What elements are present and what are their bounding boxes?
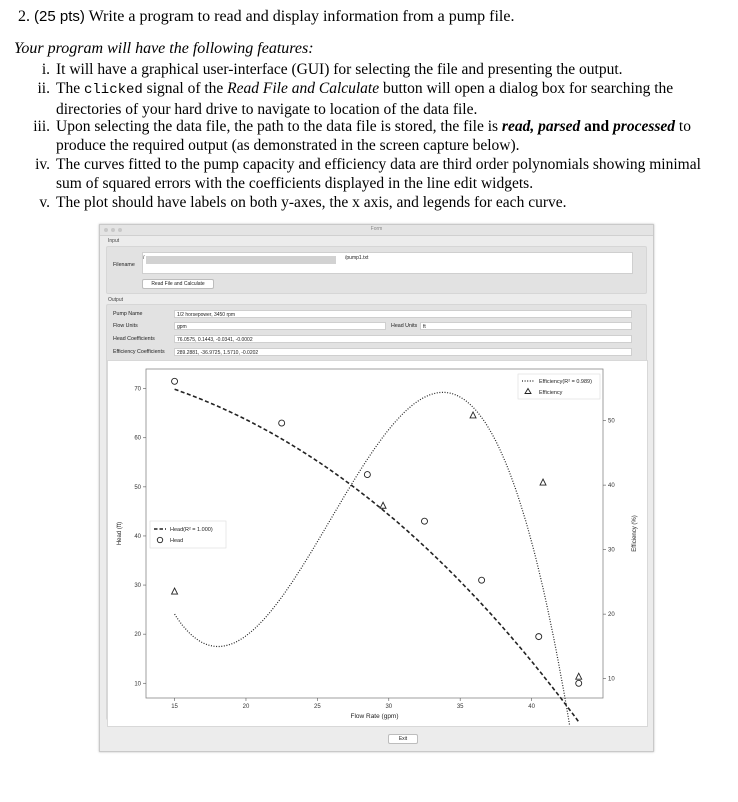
head-coefficients-label: Head Coefficients (113, 336, 155, 342)
efficiency-coefficients-field[interactable]: 289.2881, -36.9725, 1.5710, -0.0202 (174, 348, 632, 356)
head-data-point (279, 420, 285, 426)
y-right-tick-label: 30 (608, 547, 615, 554)
efficiency-legend-data-label: Efficiency (539, 390, 563, 396)
x-axis-label: Flow Rate (gpm) (350, 713, 399, 720)
window-titlebar (100, 225, 653, 236)
pump-name-field[interactable]: 1/2 horsepower, 3450 rpm (174, 310, 632, 318)
x-tick-label: 20 (242, 704, 250, 710)
input-group-label: Input (108, 238, 120, 244)
question-text: Write a program to read and display information from a pump file. (88, 8, 515, 25)
head-data-point (576, 680, 582, 686)
question-number: 2. (18, 8, 30, 25)
intro-text: Your program will have the following features: (14, 40, 314, 57)
y-tick-label: 30 (134, 583, 141, 590)
head-coefficients-field[interactable]: 76.0575, 0.1443, -0.0341, -0.0002 (174, 335, 632, 343)
efficiency-coefficients-label: Efficiency Coefficients (113, 349, 165, 355)
head-legend-data-label: Head (170, 538, 184, 544)
y-tick-label: 10 (134, 681, 141, 688)
efficiency-legend-fit-label: Efficiency(R² = 0.989) (539, 379, 592, 385)
filename-text-highlight (146, 256, 336, 264)
output-group-label: Output (108, 297, 124, 303)
y-tick-label: 50 (134, 484, 141, 491)
y-axis-label: Head (ft) (117, 521, 123, 546)
head-data-point (172, 378, 178, 384)
exit-button[interactable]: Exit (388, 734, 418, 744)
y-right-tick-label: 10 (608, 676, 615, 683)
filename-label: Filename (113, 262, 135, 268)
head-data-point (536, 634, 542, 640)
head-legend-marker (157, 537, 162, 542)
y-right-tick-label: 20 (608, 612, 615, 619)
head-data-point (364, 472, 370, 478)
question-points: (25 pts) (34, 8, 85, 25)
x-tick-label: 25 (314, 704, 321, 710)
window-title: Form (370, 226, 383, 232)
x-tick-label: 15 (171, 704, 178, 710)
question-title (18, 8, 514, 26)
y-right-tick-label: 50 (608, 418, 615, 425)
head-data-point (479, 577, 485, 583)
y-right-axis-label: Efficiency (%) (632, 515, 638, 552)
filename-input[interactable]: / /pump1.txt (142, 252, 633, 274)
y-tick-label: 20 (134, 632, 141, 639)
read-file-calculate-button[interactable]: Read File and Calculate (142, 279, 214, 289)
pump-curve-chart (108, 361, 647, 726)
gui-screenshot (99, 224, 654, 752)
head-units-field[interactable]: ft (420, 322, 632, 330)
x-tick-label: 40 (528, 704, 535, 710)
y-tick-label: 40 (134, 533, 141, 540)
head-units-label: Head Units (391, 323, 418, 329)
head-legend-box (150, 521, 226, 548)
y-right-tick-label: 40 (608, 483, 615, 490)
y-tick-label: 60 (134, 435, 141, 442)
pump-name-label: Pump Name (113, 311, 143, 317)
plot-area (107, 360, 648, 727)
flow-units-field[interactable]: gpm (174, 322, 386, 330)
x-tick-label: 35 (456, 704, 464, 710)
y-tick-label: 70 (134, 386, 141, 393)
x-tick-label: 30 (385, 704, 393, 710)
head-legend-fit-label: Head(R² = 1.000) (170, 527, 213, 533)
head-data-point (421, 518, 427, 524)
flow-units-label: Flow Units (113, 323, 138, 329)
